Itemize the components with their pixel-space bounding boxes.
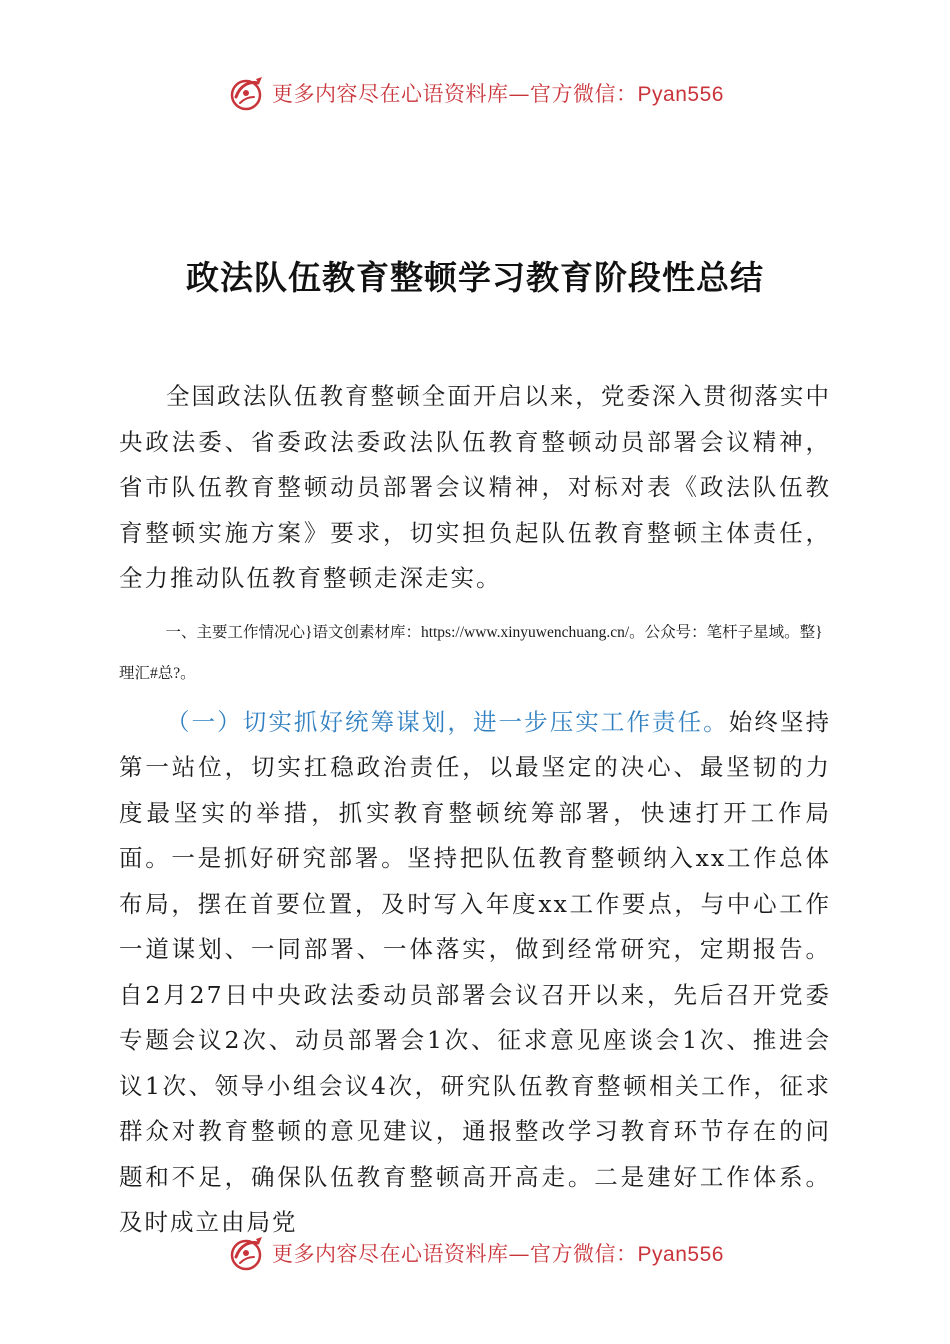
footer-banner-cn: 更多内容尽在心语资料库—官方微信： [272, 1242, 638, 1266]
footer-banner [0, 1233, 950, 1273]
footer-brand-logo-icon [226, 1233, 266, 1273]
footer-banner-text [272, 1238, 724, 1268]
subsection-heading: （一）切实抓好统筹谋划，进一步压实工作责任。 [166, 707, 729, 736]
header-banner [0, 73, 950, 113]
section-heading-main-work: 一、主要工作情况心}语文创素材库：https://www.xinyuwenchuang.cn/。公众号：笔杆子星域。整}理汇#总?。 [119, 623, 823, 682]
header-banner-wechat-id: Pyan556 [637, 83, 724, 106]
header-banner-cn: 更多内容尽在心语资料库—官方微信： [272, 82, 638, 106]
footer-banner-wechat-id: Pyan556 [637, 1243, 724, 1266]
subsection-paragraph [119, 700, 831, 1246]
document-body [119, 374, 831, 1246]
header-banner-text [272, 78, 724, 108]
brand-logo-icon [226, 73, 266, 113]
intro-paragraph: 全国政法队伍教育整顿全面开启以来，党委深入贯彻落实中央政法委、省委政法委政法队伍教育整顿动员部署会议精神，省市队伍教育整顿动员部署会议精神，对标对表《政法队伍教育整顿实施方案》要求，切实担负起队伍教育整顿主体责任，全力推动队伍教育整顿走深走实。 [119, 382, 831, 592]
document-title: 政法队伍教育整顿学习教育阶段性总结 [186, 258, 764, 297]
subsection-body: 始终坚持第一站位，切实扛稳政治责任，以最坚定的决心、最坚韧的力度最坚实的举措，抓实教育整顿统筹部署，快速打开工作局面。一是抓好研究部署。坚持把队伍教育整顿纳入xx工作总体布局，摆在首要位置，及时写入年度xx工作要点，与中心工作一道谋划、一同部署、一体落实，做到经常研究，定期报告。自2月27日中央政法委动员部署会议召开以来，先后召开党委专题会议2次、动员部署会1次、征求意见座谈会1次、推进会议1次、领导小组会议4次，研究队伍教育整顿相关工作，征求群众对教育整顿的意见建议，通报整改学习教育环节存在的问题和不足，确保队伍教育整顿高开高走。二是建好工作体系。及时成立由局党 [119, 707, 832, 1236]
